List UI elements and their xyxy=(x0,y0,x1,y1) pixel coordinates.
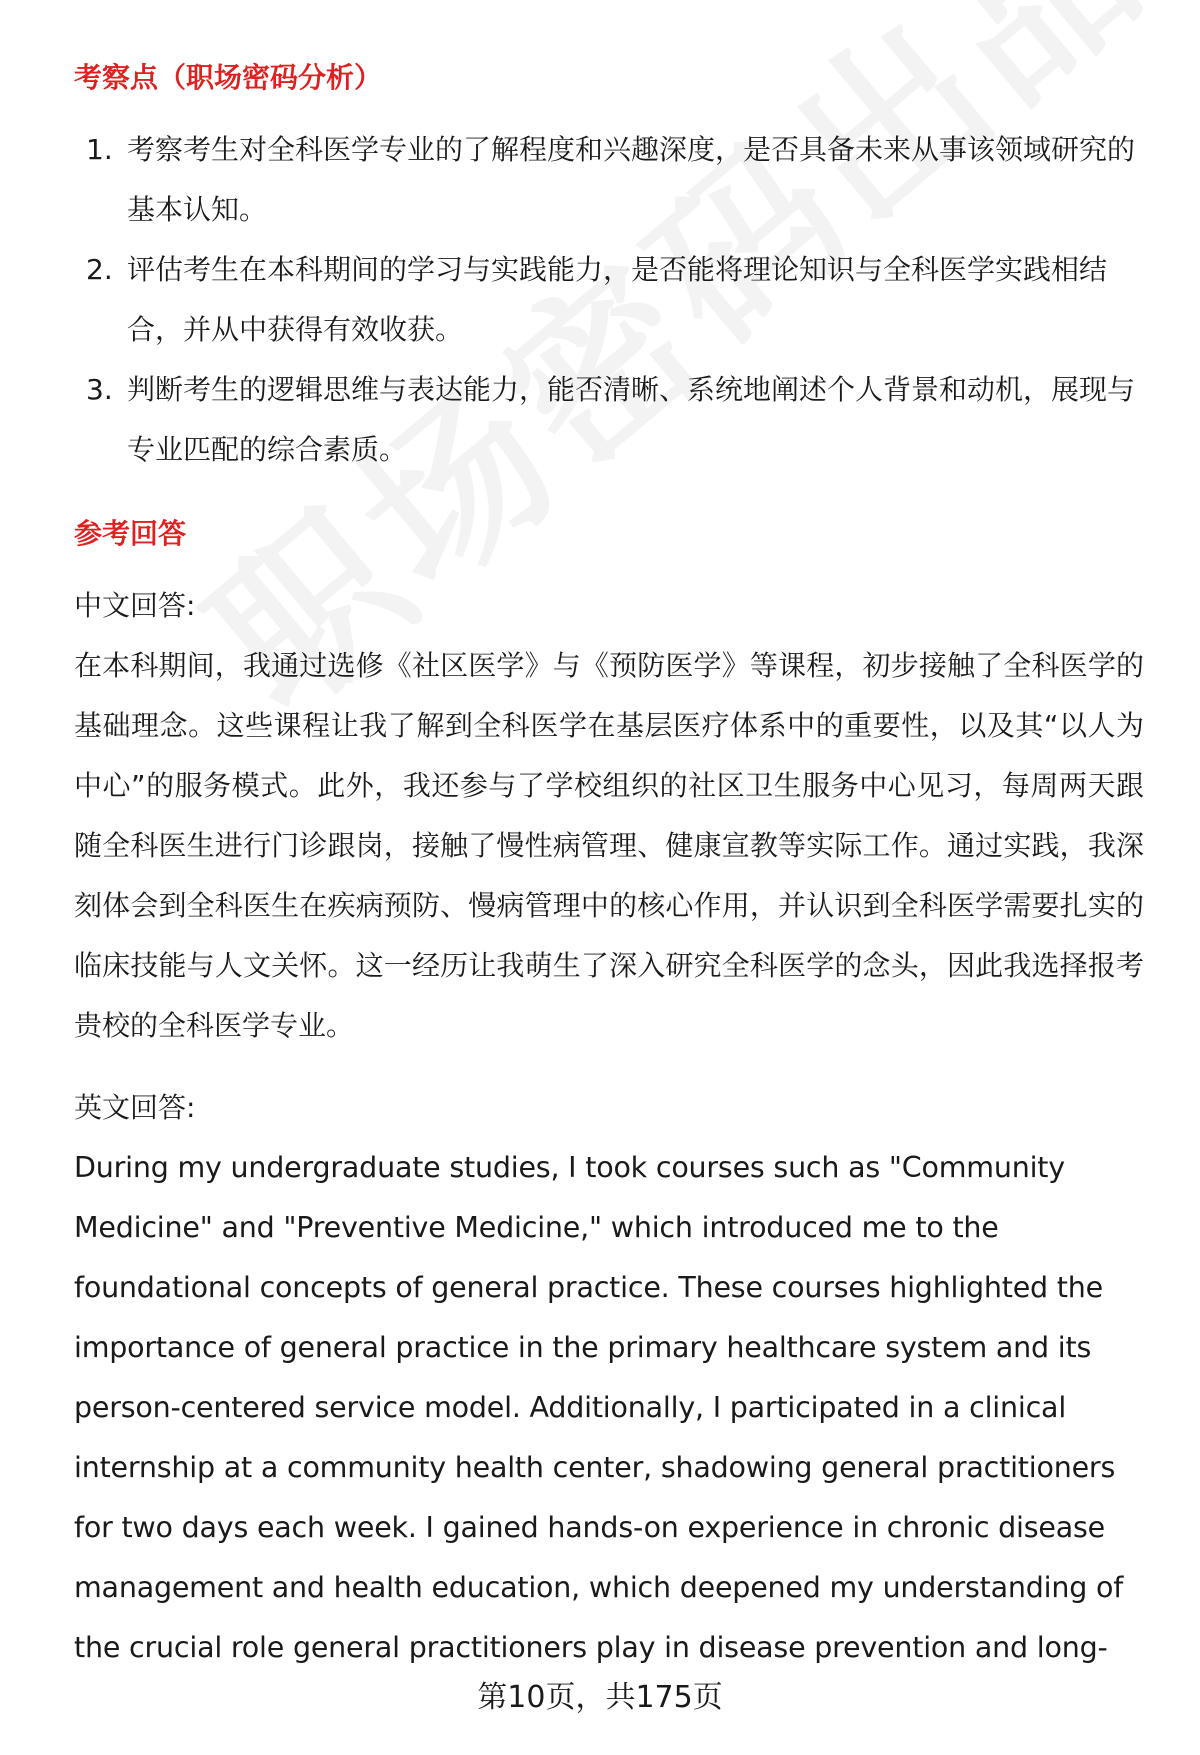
english-answer-line: management and health education, which deepened my understanding of xyxy=(74,1571,1124,1604)
english-answer-text xyxy=(74,1138,1144,1678)
english-answer-line: importance of general practice in the primary healthcare system and its xyxy=(74,1331,1092,1364)
chinese-answer-text: 在本科期间，我通过选修《社区医学》与《预防医学》等课程，初步接触了全科医学的基础理念。这些课程让我了解到全科医学在基层医疗体系中的重要性，以及其“以人为中心”的服务模式。此外，我还参与了学校组织的社区卫生服务中心见习，每周两天跟随全科医生进行门诊跟岗，接触了慢性病管理、健康宣教等实际工作。通过实践，我深刻体会到全科医生在疾病预防、慢病管理中的核心作用，并认识到全科医学需要扎实的临床技能与人文关怀。这一经历让我萌生了深入研究全科医学的念头，因此我选择报考贵校的全科医学专业。 xyxy=(74,649,1144,1042)
exam-points-list xyxy=(74,120,1144,480)
list-item-text: 评估考生在本科期间的学习与实践能力，是否能将理论知识与全科医学实践相结合，并从中获得有效收获。 xyxy=(127,253,1108,346)
page-content xyxy=(74,58,1144,1678)
english-answer-line: internship at a community health center, shadowing general practitioners xyxy=(74,1451,1116,1484)
chinese-answer-label: 中文回答: xyxy=(74,589,196,622)
section-title-exam-points: 考察点（职场密码分析） xyxy=(74,61,383,94)
list-item-text: 判断考生的逻辑思维与表达能力，能否清晰、系统地阐述个人背景和动机，展现与专业匹配的综合素质。 xyxy=(127,373,1136,466)
english-answer-line: Medicine" and "Preventive Medicine," which introduced me to the xyxy=(74,1211,999,1244)
english-answer-line: person-centered service model. Additionally, I participated in a clinical xyxy=(74,1391,1067,1424)
list-number: 2. xyxy=(86,253,113,286)
section-title-reference-answer: 参考回答 xyxy=(74,517,187,550)
list-number: 3. xyxy=(86,373,113,406)
english-answer-line: During my undergraduate studies, I took courses such as "Community xyxy=(74,1151,1065,1184)
english-answer-line: for two days each week. I gained hands-on experience in chronic disease xyxy=(74,1511,1106,1544)
list-item-text: 考察考生对全科医学专业的了解程度和兴趣深度，是否具备未来从事该领域研究的基本认知。 xyxy=(127,133,1136,226)
english-answer-label: 英文回答: xyxy=(74,1091,196,1124)
english-answer-line: foundational concepts of general practice. These courses highlighted the xyxy=(74,1271,1103,1304)
list-number: 1. xyxy=(86,133,113,166)
list-item xyxy=(74,120,1144,240)
list-item xyxy=(74,360,1144,480)
page-number-footer: 第10页，共175页 xyxy=(477,1680,723,1715)
english-answer-line: the crucial role general practitioners play in disease prevention and long- xyxy=(74,1631,1108,1664)
list-item xyxy=(74,240,1144,360)
